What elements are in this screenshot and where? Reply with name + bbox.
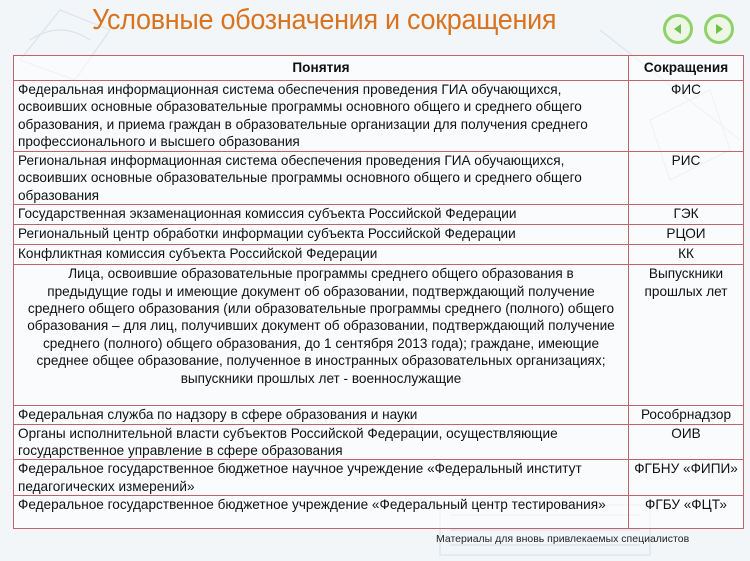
abbreviation-cell: РЦОИ: [629, 225, 744, 245]
abbreviation-cell: ФГБУ «ФЦТ»: [629, 496, 744, 529]
term-cell: Федеральная служба по надзору в сфере образования и науки: [14, 406, 629, 424]
abbreviation-cell: Рособрнадзор: [629, 406, 744, 424]
footer-caption: Материалы для вновь привлекаемых специалистов: [436, 533, 690, 545]
abbreviation-cell: КК: [629, 245, 744, 265]
term-cell: Органы исполнительной власти субъектов Российской Федерации, осуществляющие государственное управление в сфере образования: [14, 424, 629, 460]
previous-slide-button[interactable]: [663, 14, 693, 44]
column-header-terms: Понятия: [14, 56, 629, 81]
next-slide-button[interactable]: [704, 14, 734, 44]
abbreviation-cell: ФГБНУ «ФИПИ»: [629, 460, 744, 496]
table-row: [14, 225, 744, 245]
table-row: [14, 496, 744, 529]
arrow-right-icon: [713, 23, 725, 35]
column-header-abbreviations: Сокращения: [629, 56, 744, 81]
table-row: [14, 152, 744, 205]
term-cell: Федеральное государственное бюджетное учреждение «Федеральный центр тестирования»: [14, 496, 629, 529]
term-cell: Региональный центр обработки информации субъекта Российской Федерации: [14, 225, 629, 245]
abbreviation-cell: ОИВ: [629, 424, 744, 460]
term-cell: Государственная экзаменационная комиссия субъекта Российской Федерации: [14, 205, 629, 225]
table-row: [14, 265, 744, 406]
term-cell: Региональная информационная система обеспечения проведения ГИА обучающихся, освоивших основные образовательные программы основного общего и среднего общего образования: [14, 152, 629, 205]
table-row: [14, 406, 744, 424]
glossary-table: [13, 55, 744, 529]
arrow-left-icon: [672, 23, 684, 35]
abbreviation-cell: РИС: [629, 152, 744, 205]
table-row: [14, 424, 744, 460]
term-cell: Конфликтная комиссия субъекта Российской Федерации: [14, 245, 629, 265]
table-row: [14, 460, 744, 496]
table-row: [14, 205, 744, 225]
table-header-row: [14, 56, 744, 81]
abbreviation-cell: Выпускники прошлых лет: [629, 265, 744, 406]
table-row: [14, 245, 744, 265]
abbreviation-cell: ФИС: [629, 81, 744, 152]
term-cell: Федеральная информационная система обеспечения проведения ГИА обучающихся, освоивших основные образовательные программы основного общего и среднего общего образования, и приема граждан в образовательные организации для получения среднего профессионального и высшего образования: [14, 81, 629, 152]
table-row: [14, 81, 744, 152]
term-cell: Лица, освоившие образовательные программы среднего общего образования в предыдущие годы и имеющие документ об образовании, подтверждающий получение среднего общего образования (или образовательные программы среднего (полного) общего образования – для лиц, получивших документ об образовании, подтверждающий получение среднего (полного) общего образования, до 1 сентября 2013 года); граждане, имеющие среднее общее образование, полученное в иностранных образовательных организациях; выпускники прошлых лет - военнослужащие: [14, 265, 629, 406]
abbreviation-cell: ГЭК: [629, 205, 744, 225]
slide-title: Условные обозначения и сокращения: [92, 4, 557, 36]
term-cell: Федеральное государственное бюджетное научное учреждение «Федеральный институт педагогических измерений»: [14, 460, 629, 496]
